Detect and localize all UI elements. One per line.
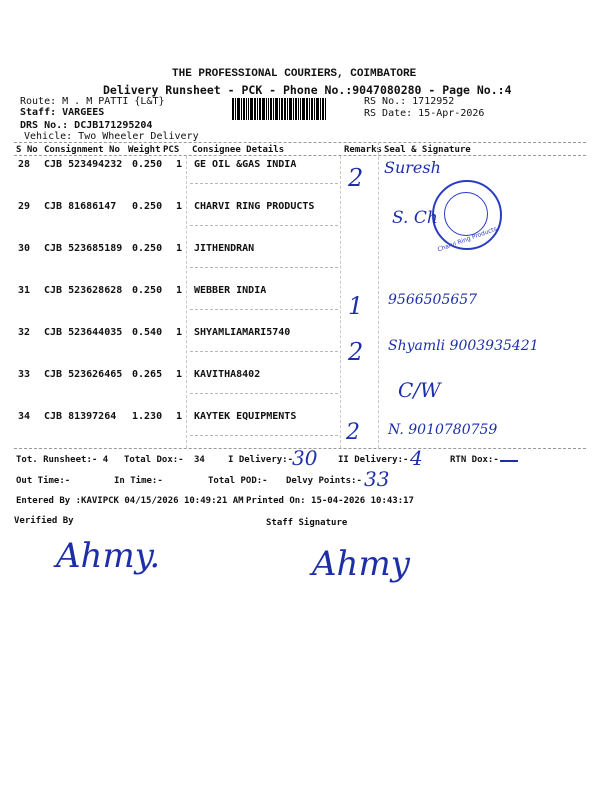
- col-pcs: PCS: [163, 145, 180, 155]
- i-delivery-value: 30: [292, 446, 318, 470]
- col-remarks: Remarks: [344, 145, 382, 155]
- col-consignee: Consignee Details: [192, 145, 285, 155]
- rs-number: RS No.: 1712952: [364, 96, 455, 107]
- col-weight: Weight: [128, 145, 161, 155]
- row-sno: 31: [18, 285, 31, 296]
- col-separator: [340, 156, 341, 448]
- in-time: In Time:-: [114, 476, 163, 486]
- row-consignee: WEBBER INDIA: [194, 285, 267, 296]
- total-dox-value: 34: [194, 455, 205, 465]
- row-consignee: GE OIL &GAS INDIA: [194, 159, 297, 170]
- route: Route: M . M PATTI {L&T}: [20, 96, 165, 107]
- row-weight: 0.265: [132, 369, 163, 380]
- seal-stamp: [432, 180, 502, 254]
- rs-date: RS Date: 15-Apr-2026: [364, 108, 485, 119]
- staff: Staff: VARGEES: [20, 107, 105, 118]
- handwritten-phone: N. 9010780759: [388, 422, 498, 438]
- row-consignment: CJB 523494232: [44, 159, 123, 170]
- row-consignee: CHARVI RING PRODUCTS: [194, 201, 315, 212]
- row-consignee: JITHENDRAN: [194, 243, 255, 254]
- row-pcs: 1: [176, 159, 183, 170]
- row-consignment: CJB 523628628: [44, 285, 123, 296]
- handwritten-signature: Suresh: [384, 158, 441, 177]
- row-weight: 0.250: [132, 159, 163, 170]
- ii-delivery-label: II Delivery:-: [338, 455, 409, 465]
- row-consignment: CJB 523685189: [44, 243, 123, 254]
- delvy-points-value: 33: [364, 467, 390, 491]
- row-line: [190, 225, 338, 226]
- delvy-points-label: Delvy Points:-: [286, 476, 362, 486]
- rtn-dox-dash: [500, 460, 518, 462]
- entered-by: Entered By :KAVIPCK 04/15/2026 10:49:21 AM: [16, 496, 244, 506]
- verified-by-label: Verified By: [14, 516, 74, 526]
- table-top-rule: [14, 142, 586, 143]
- col-sno: S No: [16, 145, 38, 155]
- staff-signature-label: Staff Signature: [266, 518, 348, 528]
- handwritten-remark: 1: [348, 292, 364, 320]
- row-pcs: 1: [176, 243, 183, 254]
- row-line: [190, 393, 338, 394]
- row-consignee: SHYAMLIAMARI5740: [194, 327, 291, 338]
- handwritten-phone: 9566505657: [388, 292, 478, 308]
- verified-signature: Ahmy.: [56, 536, 161, 576]
- row-sno: 28: [18, 159, 31, 170]
- row-weight: 1.230: [132, 411, 163, 422]
- total-pod: Total POD:-: [208, 476, 268, 486]
- col-seal-signature: Seal & Signature: [384, 145, 471, 155]
- col-separator: [186, 156, 187, 448]
- row-sno: 32: [18, 327, 31, 338]
- row-line: [190, 309, 338, 310]
- row-sno: 34: [18, 411, 31, 422]
- row-pcs: 1: [176, 411, 183, 422]
- handwritten-remark: 2: [346, 420, 360, 445]
- ii-delivery-value: 4: [410, 446, 423, 470]
- handwritten-signature: S. Ch: [392, 208, 438, 228]
- row-weight: 0.250: [132, 285, 163, 296]
- drs-number: DRS No.: DCJB171295204: [20, 120, 153, 131]
- row-sno: 29: [18, 201, 31, 212]
- row-sno: 30: [18, 243, 31, 254]
- row-consignment: CJB 81397264: [44, 411, 117, 422]
- handwritten-signature: Shyamli 9003935421: [388, 338, 539, 354]
- staff-signature: Ahmy: [312, 544, 410, 584]
- row-consignment: CJB 523644035: [44, 327, 123, 338]
- row-pcs: 1: [176, 201, 183, 212]
- row-consignee: KAYTEK EQUIPMENTS: [194, 411, 297, 422]
- col-consignment: Consignment No: [44, 145, 120, 155]
- printed-on: Printed On: 15-04-2026 10:43:17: [246, 496, 414, 506]
- total-dox-label: Total Dox:-: [124, 455, 184, 465]
- out-time: Out Time:-: [16, 476, 71, 486]
- row-line: [190, 435, 338, 436]
- handwritten-signature: C/W: [398, 378, 441, 402]
- tot-runsheet: Tot. Runsheet:- 4: [16, 455, 109, 465]
- row-pcs: 1: [176, 327, 183, 338]
- row-weight: 0.540: [132, 327, 163, 338]
- row-sno: 33: [18, 369, 31, 380]
- col-separator: [378, 142, 379, 448]
- handwritten-remark: 2: [348, 338, 364, 366]
- row-pcs: 1: [176, 285, 183, 296]
- barcode: [232, 98, 360, 120]
- vehicle: Vehicle: Two Wheeler Delivery: [24, 131, 199, 142]
- row-weight: 0.250: [132, 243, 163, 254]
- row-weight: 0.250: [132, 201, 163, 212]
- row-consignment: CJB 523626465: [44, 369, 123, 380]
- row-consignment: CJB 81686147: [44, 201, 117, 212]
- i-delivery-label: I Delivery:-: [228, 455, 294, 465]
- seal-text: Charvi Ring Products: [436, 225, 498, 254]
- company-title: THE PROFESSIONAL COURIERS, COIMBATORE: [172, 68, 417, 80]
- row-pcs: 1: [176, 369, 183, 380]
- row-line: [190, 183, 338, 184]
- row-line: [190, 267, 338, 268]
- table-header-rule: [14, 155, 586, 156]
- row-line: [190, 351, 338, 352]
- row-consignee: KAVITHA8402: [194, 369, 261, 380]
- handwritten-remark: 2: [348, 164, 364, 192]
- runsheet-subtitle: Delivery Runsheet - PCK - Phone No.:9047080280 - Page No.:4: [103, 83, 512, 97]
- rtn-dox-label: RTN Dox:-: [450, 455, 499, 465]
